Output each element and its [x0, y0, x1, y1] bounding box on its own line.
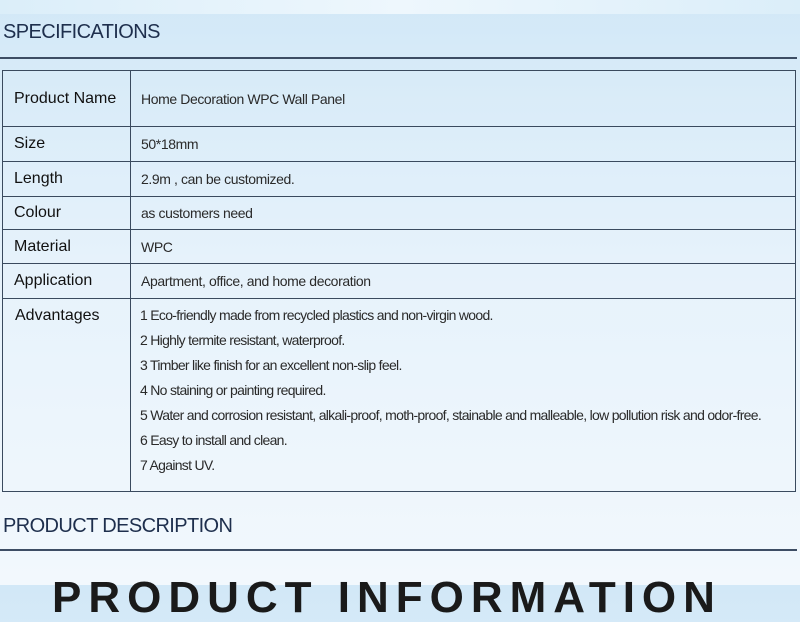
advantage-item: 3 Timber like finish for an excellent non-slip feel.: [140, 357, 402, 373]
table-row-product-name: [3, 71, 796, 127]
row-value-application: Apartment, office, and home decoration: [131, 264, 796, 299]
specifications-table: [2, 70, 796, 492]
table-row-size: [3, 127, 796, 162]
cut-off-banner-label: PRODUCT INFORMATION: [52, 573, 722, 622]
advantage-item: 4 No staining or painting required.: [140, 382, 326, 398]
row-label-advantages: Advantages: [3, 299, 131, 492]
advantage-item: 5 Water and corrosion resistant, alkali-proof, moth-proof, stainable and malleable, low pollution risk and odor-free.: [140, 407, 762, 423]
table-row-advantages: [3, 299, 796, 492]
row-value-colour: as customers need: [131, 197, 796, 230]
advantage-item: 6 Easy to install and clean.: [140, 432, 287, 448]
row-label-application: Application: [3, 264, 131, 299]
specifications-heading: SPECIFICATIONS: [3, 21, 160, 43]
advantage-item: 1 Eco-friendly made from recycled plastics and non-virgin wood.: [140, 307, 493, 323]
advantages-list: [131, 299, 796, 492]
product-description-heading: PRODUCT DESCRIPTION: [3, 515, 233, 537]
table-row-application: [3, 264, 796, 299]
top-background-band: [0, 0, 800, 14]
table-row-colour: [3, 197, 796, 230]
row-label-size: Size: [3, 127, 131, 162]
cut-off-banner-text: [52, 573, 752, 622]
row-label-material: Material: [3, 230, 131, 264]
advantage-item: 7 Against UV.: [140, 457, 215, 473]
advantage-item: 2 Highly termite resistant, waterproof.: [140, 332, 345, 348]
specifications-divider: [0, 57, 797, 59]
row-value-length: 2.9m , can be customized.: [131, 162, 796, 197]
row-value-product-name: Home Decoration WPC Wall Panel: [131, 71, 796, 127]
row-value-size: 50*18mm: [131, 127, 796, 162]
row-label-product-name: Product Name: [3, 71, 131, 127]
table-row-material: [3, 230, 796, 264]
product-description-divider: [0, 549, 797, 551]
table-row-length: [3, 162, 796, 197]
row-value-material: WPC: [131, 230, 796, 264]
row-label-length: Length: [3, 162, 131, 197]
row-label-colour: Colour: [3, 197, 131, 230]
